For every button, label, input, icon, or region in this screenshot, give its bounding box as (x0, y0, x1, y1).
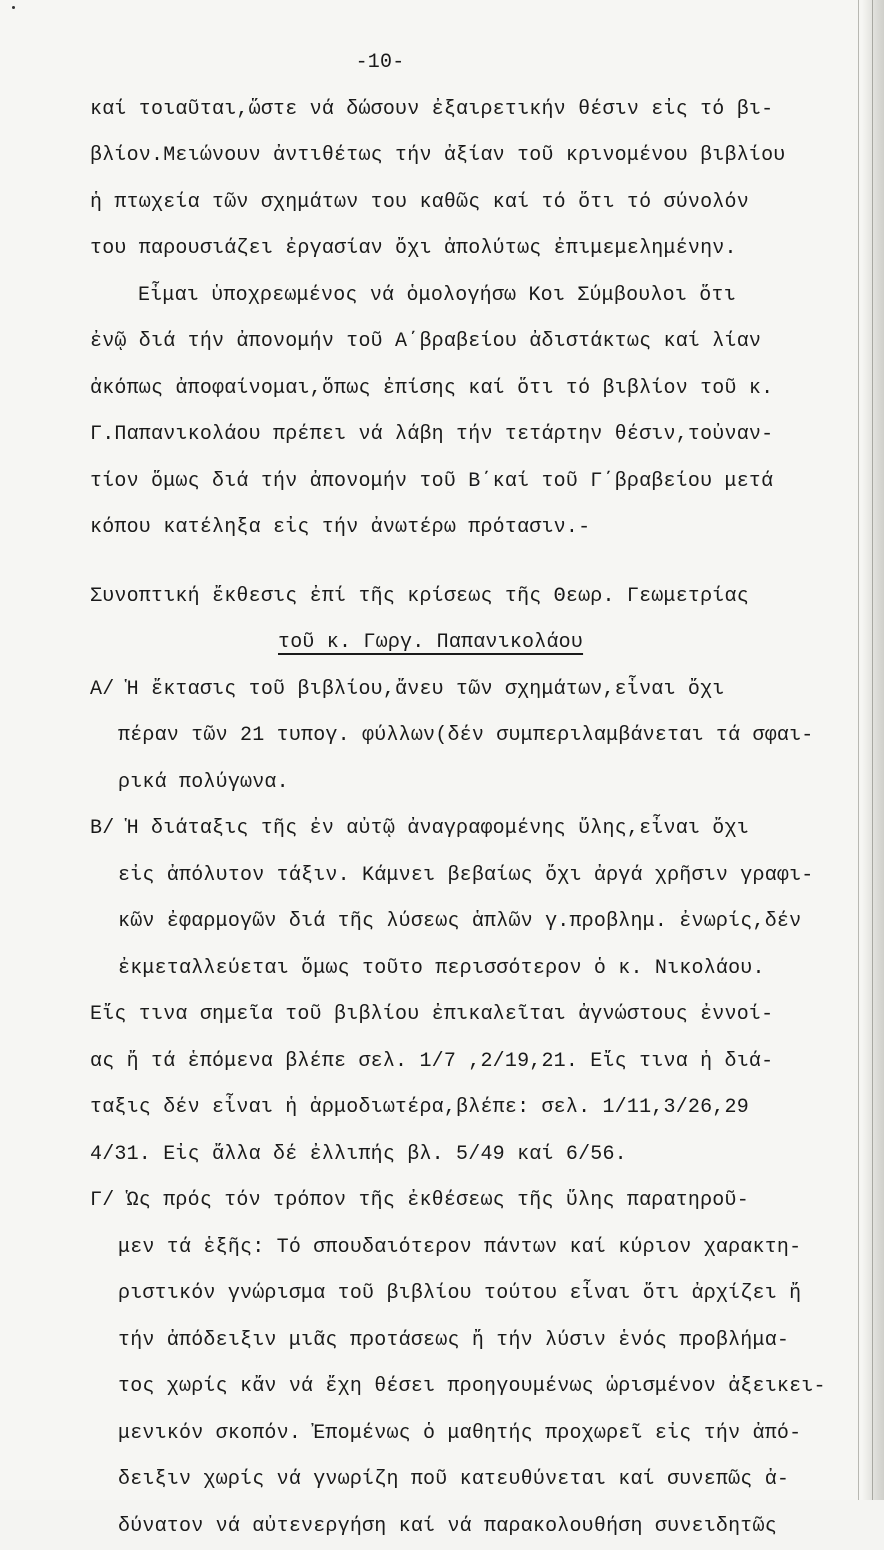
text-line: δειξιν χωρίς νά γνωρίζη ποῦ κατευθύνεται καί συνεπῶς ἀ- (90, 1457, 850, 1504)
text-line: μεν τά ἑξῆς: Τό σπουδαιότερον πάντων καί κύριον χαρακτη- (90, 1225, 850, 1272)
text-line: δύνατον νά αὐτενεργήση καί νά παρακολουθήση συνειδητῶς (90, 1504, 850, 1550)
text-line: εἰς ἀπόλυτον τάξιν. Κάμνει βεβαίως ὄχι ἀργά χρῆσιν γραφι- (90, 853, 850, 900)
text-line: τήν ἀπόδειξιν μιᾶς προτάσεως ἤ τήν λύσιν ἑνός προβλήμα- (90, 1318, 850, 1365)
text-line: ας ἤ τά ἑπόμενα βλέπε σελ. 1/7 ,2/19,21. Εἴς τινα ἡ διά- (90, 1039, 850, 1086)
text-line: Β/ Ἡ διάταξις τῆς ἐν αὐτῷ ἀναγραφομένης ὕλης,εἶναι ὄχι (90, 806, 850, 853)
text-line: πέραν τῶν 21 τυπογ. φύλλων(δέν συμπεριλαμβάνεται τά σφαι- (90, 713, 850, 760)
text-line: τος χωρίς κἄν νά ἔχη θέσει προηγουμένως ὡρισμένον ἀξεικει- (90, 1364, 850, 1411)
summary-subheading-text: τοῦ κ. Γωργ. Παπανικολάου (278, 631, 583, 654)
summary-subheading (90, 620, 850, 667)
text-line: Εἶμαι ὑποχρεωμένος νά ὁμολογήσω Κοι Σύμβουλοι ὅτι (90, 273, 850, 320)
text-line: κόπου κατέληξα εἰς τήν ἀνωτέρω πρότασιν.- (90, 505, 850, 552)
text-line: Γ/ Ὡς πρός τόν τρόπον τῆς ἐκθέσεως τῆς ὕλης παρατηροῦ- (90, 1178, 850, 1225)
section-a (90, 667, 850, 807)
binding-line (872, 0, 873, 1500)
summary-heading: Συνοπτική ἔκθεσις ἐπί τῆς κρίσεως τῆς Θεωρ. Γεωμετρίας (90, 574, 850, 621)
text-line: Α/ Ἡ ἔκτασις τοῦ βιβλίου,ἄνευ τῶν σχημάτων,εἶναι ὄχι (90, 667, 850, 714)
text-line: ἀκόπως ἀποφαίνομαι,ὅπως ἐπίσης καί ὅτι τό βιβλίον τοῦ κ. (90, 366, 850, 413)
page-number: -10- (90, 40, 670, 87)
text-line: Γ.Παπανικολάου πρέπει νά λάβη τήν τετάρτην θέσιν,τοὐναν- (90, 412, 850, 459)
section-b (90, 806, 850, 1178)
text-line: του παρουσιάζει ἐργασίαν ὄχι ἀπολύτως ἐπιμεμελημένην. (90, 226, 850, 273)
text-line: ἡ πτωχεία τῶν σχημάτων του καθῶς καί τό ὅτι τό σύνολόν (90, 180, 850, 227)
text-line: ταξις δέν εἶναι ἡ ἁρμοδιωτέρα,βλέπε: σελ. 1/11,3/26,29 (90, 1085, 850, 1132)
page-binding-edge (862, 0, 884, 1500)
text-line: ἐνῷ διά τήν ἀπονομήν τοῦ Α΄βραβείου ἀδιστάκτως καί λίαν (90, 319, 850, 366)
section-c (90, 1178, 850, 1550)
text-line: Εἴς τινα σημεῖα τοῦ βιβλίου ἐπικαλεῖται ἀγνώστους ἐννοί- (90, 992, 850, 1039)
ink-speck (12, 6, 15, 9)
binding-line (858, 0, 859, 1500)
intro-paragraph (90, 87, 850, 273)
text-line: ριστικόν γνώρισμα τοῦ βιβλίου τούτου εἶναι ὅτι ἀρχίζει ἤ (90, 1271, 850, 1318)
text-line: κῶν ἐφαρμογῶν διά τῆς λύσεως ἁπλῶν γ.προβλημ. ἐνωρίς,δέν (90, 899, 850, 946)
text-line: 4/31. Εἰς ἄλλα δέ ἐλλιπής βλ. 5/49 καί 6/56. (90, 1132, 850, 1179)
text-line: βλίον.Μειώνουν ἀντιθέτως τήν ἀξίαν τοῦ κρινομένου βιβλίου (90, 133, 850, 180)
text-line: ρικά πολύγωνα. (90, 760, 850, 807)
text-line: τίον ὅμως διά τήν ἀπονομήν τοῦ Β΄καί τοῦ Γ΄βραβείου μετά (90, 459, 850, 506)
second-paragraph (90, 273, 850, 552)
spacer (90, 552, 850, 574)
typed-text-body (90, 40, 850, 1550)
text-line: καί τοιαῦται,ὥστε νά δώσουν ἐξαιρετικήν θέσιν εἰς τό βι- (90, 87, 850, 134)
text-line: ἐκμεταλλεύεται ὅμως τοῦτο περισσότερον ὁ κ. Νικολάου. (90, 946, 850, 993)
text-line: μενικόν σκοπόν. Ἐπομένως ὁ μαθητής προχωρεῖ εἰς τήν ἀπό- (90, 1411, 850, 1458)
